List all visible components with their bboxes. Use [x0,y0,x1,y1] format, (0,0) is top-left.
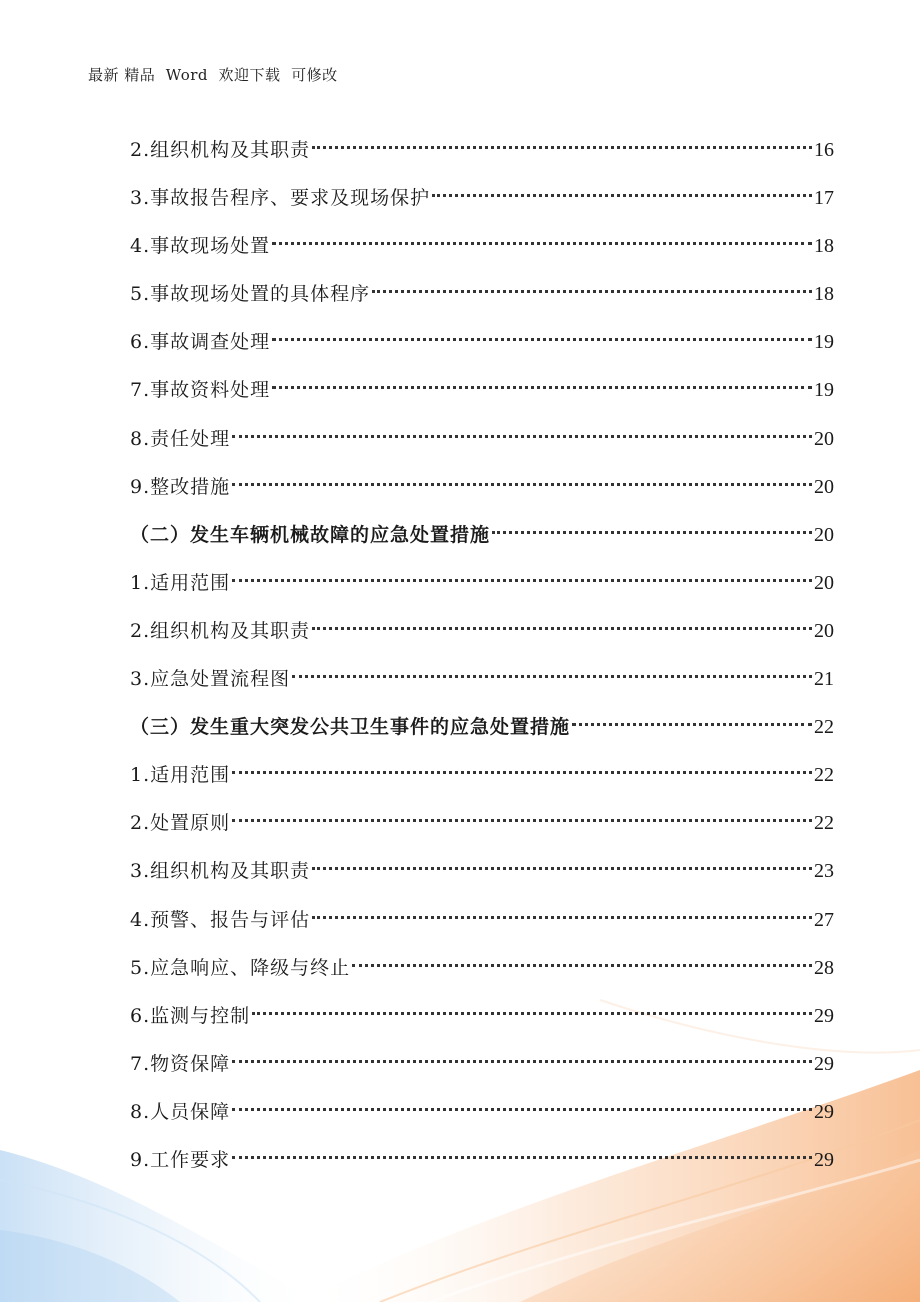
toc-page-number: 18 [814,283,834,306]
toc-dot-leader [272,242,812,245]
toc-dot-leader [232,819,812,822]
toc-entry[interactable] [130,855,834,903]
toc-page-number: 29 [814,1148,834,1171]
toc-entry[interactable] [130,1000,834,1048]
toc-dot-leader [252,1012,812,1015]
toc-page-number: 18 [814,235,834,258]
toc-dot-leader [272,386,812,389]
toc-page-number: 21 [814,668,834,691]
toc-dot-leader [232,1108,812,1111]
toc-entry-title: （三）发生重大突发公共卫生事件的应急处置措施 [130,716,571,739]
toc-page-number: 29 [814,1052,834,1075]
toc-entry-title: 3.应急处置流程图 [130,668,291,691]
toc-dot-leader [292,675,812,678]
toc-page-number: 20 [814,475,834,498]
toc-section-heading[interactable] [130,519,834,567]
toc-entry-title: 2.组织机构及其职责 [130,139,311,161]
toc-entry-title: 7.事故资料处理 [130,379,271,402]
toc-dot-leader [272,338,812,341]
toc-entry-title: 2.处置原则 [130,812,231,835]
toc-entry-title: 4.预警、报告与评估 [130,908,311,931]
toc-page-number: 20 [814,619,834,642]
toc-entry[interactable] [130,1144,834,1192]
toc-page-number: 20 [814,523,834,546]
toc-entry[interactable] [130,759,834,807]
toc-entry-title: 9.整改措施 [130,475,231,498]
toc-entry-title: 8.责任处理 [130,427,231,450]
toc-page-number: 29 [814,1100,834,1123]
toc-page-number: 20 [814,427,834,450]
toc-dot-leader [372,290,812,293]
toc-page-number: 22 [814,716,834,739]
toc-page-number: 19 [814,379,834,402]
toc-dot-leader [312,146,812,149]
toc-dot-leader [492,531,812,534]
toc-dot-leader [572,723,812,726]
toc-entry[interactable] [130,615,834,663]
toc-section-heading[interactable] [130,711,834,759]
toc-page-number: 22 [814,812,834,835]
toc-entry-title: 2.组织机构及其职责 [130,619,311,642]
toc-entry-title: 3.组织机构及其职责 [130,860,311,883]
toc-page-number: 19 [814,331,834,354]
toc-page-number: 27 [814,908,834,931]
toc-entry[interactable] [130,326,834,374]
toc-entry[interactable] [130,423,834,471]
toc-entry[interactable] [130,952,834,1000]
toc-dot-leader [432,194,812,197]
toc-dot-leader [232,1156,812,1159]
toc-page-number: 23 [814,860,834,883]
toc-entry-title: 3.事故报告程序、要求及现场保护 [130,187,431,210]
toc-entry[interactable] [130,374,834,422]
toc-dot-leader [312,627,812,630]
toc-entry-title: 6.监测与控制 [130,1004,251,1027]
toc-entry[interactable] [130,807,834,855]
toc-entry-title: 4.事故现场处置 [130,235,271,258]
toc-dot-leader [232,579,812,582]
toc-entry[interactable] [130,1096,834,1144]
toc-entry-title: 9.工作要求 [130,1148,231,1171]
toc-dot-leader [232,435,812,438]
toc-page-number: 16 [814,139,834,161]
toc-entry-title: 1.适用范围 [130,764,231,787]
toc-dot-leader [232,771,812,774]
toc-entry[interactable] [130,182,834,230]
toc-entry-title: 8.人员保障 [130,1100,231,1123]
toc-dot-leader [232,483,812,486]
toc-entry[interactable] [130,278,834,326]
toc-entry[interactable] [130,471,834,519]
toc-dot-leader [352,964,812,967]
toc-dot-leader [312,867,812,870]
table-of-contents [130,134,834,1192]
toc-dot-leader [312,916,812,919]
toc-page-number: 20 [814,571,834,594]
toc-entry[interactable] [130,663,834,711]
toc-entry-title: 6.事故调查处理 [130,331,271,354]
toc-entry-title: （二）发生车辆机械故障的应急处置措施 [130,523,491,546]
toc-entry-title: 5.应急响应、降级与终止 [130,956,351,979]
toc-entry-title: 1.适用范围 [130,571,231,594]
toc-entry-title: 5.事故现场处置的具体程序 [130,283,371,306]
toc-dot-leader [232,1060,812,1063]
toc-entry-title: 7.物资保障 [130,1052,231,1075]
toc-page-number: 22 [814,764,834,787]
toc-page-number: 29 [814,1004,834,1027]
toc-entry[interactable] [130,134,834,182]
toc-page-number: 28 [814,956,834,979]
toc-entry[interactable] [130,1048,834,1096]
toc-entry[interactable] [130,567,834,615]
document-header: 最新 精品 Word 欢迎下载 可修改 [88,66,338,84]
toc-page-number: 17 [814,187,834,210]
toc-entry[interactable] [130,230,834,278]
toc-entry[interactable] [130,904,834,952]
